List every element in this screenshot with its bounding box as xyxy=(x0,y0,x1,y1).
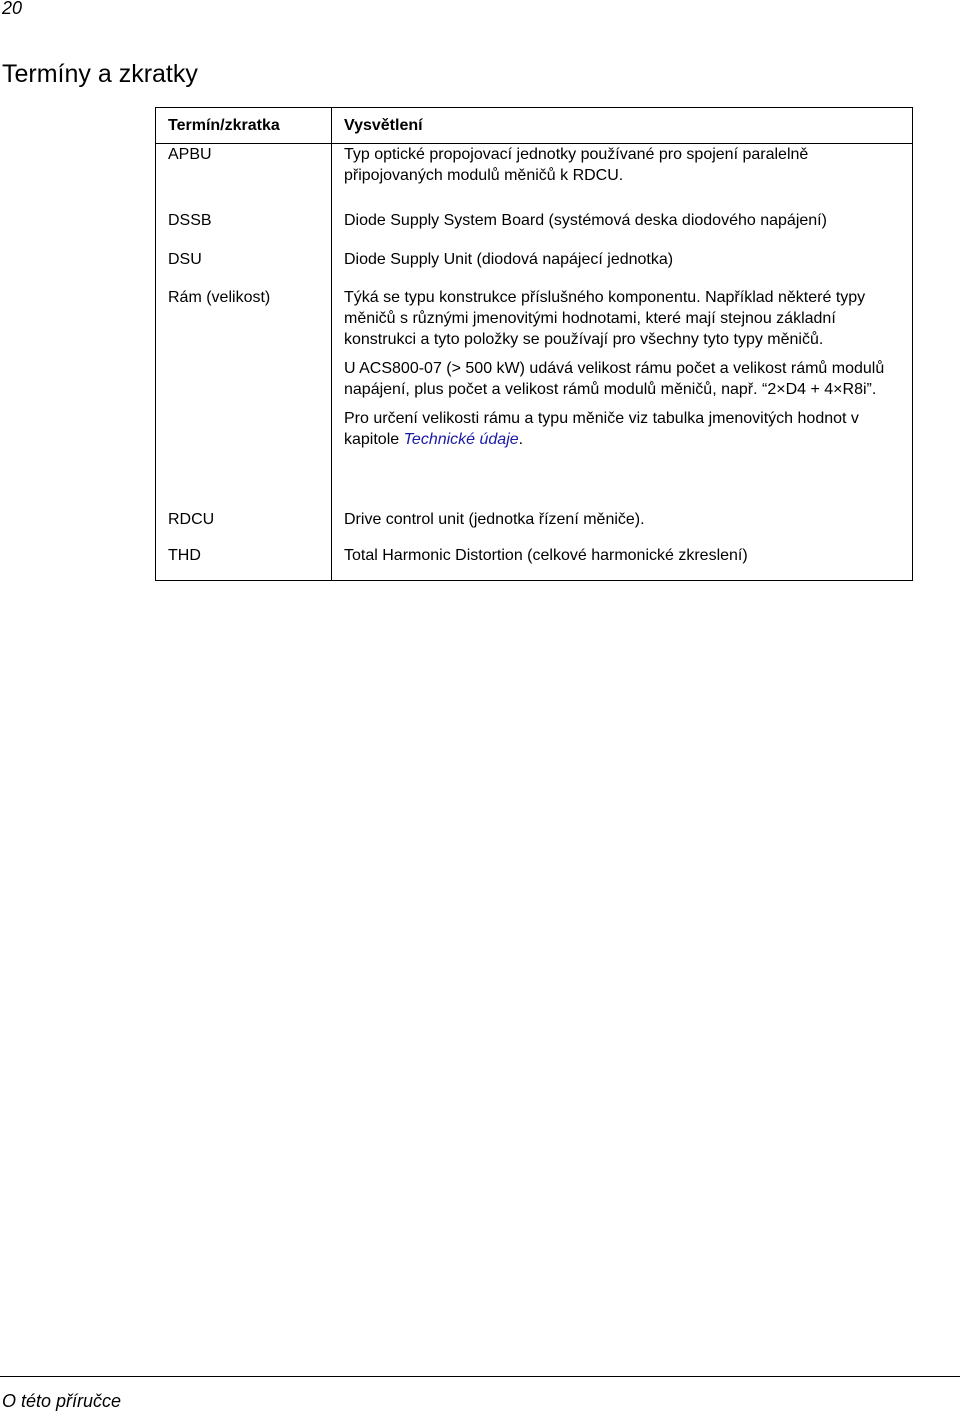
explanation-cell xyxy=(332,509,913,545)
footer-divider xyxy=(0,1376,960,1377)
explanation-cell xyxy=(332,210,913,249)
term-cell: DSSB xyxy=(156,210,332,249)
explanation-text: Drive control unit (jednotka řízení měniče). xyxy=(344,510,645,528)
explanation-cell xyxy=(332,249,913,287)
terms-table xyxy=(155,107,913,581)
footer-section-title: O této příručce xyxy=(2,1391,122,1411)
sentence-end: . xyxy=(518,430,524,448)
term-cell: Rám (velikost) xyxy=(156,287,332,509)
explanation-text: U ACS800-07 (> 500 kW) udává velikost rámu počet a velikost rámů modulů napájení, plus počet a velikost rámů modulů měničů, např. “2×D4 + 4×R8i”. xyxy=(344,359,885,398)
term-cell: THD xyxy=(156,545,332,581)
explanation-text-with-link xyxy=(344,408,900,450)
page-title: Termíny a zkratky xyxy=(2,60,198,88)
explanation-text: Typ optické propojovací jednotky používané pro spojení paralelně připojovaných modulů měničů k RDCU. xyxy=(344,146,809,184)
table-row xyxy=(156,545,913,581)
table-row xyxy=(156,249,913,287)
explanation-text: Diode Supply System Board (systémová deska diodového napájení) xyxy=(344,211,827,229)
table-header-row xyxy=(156,108,913,144)
explanation-text: Pro určení velikosti rámu a typu měniče viz tabulka jmenovitých hodnot v kapitole xyxy=(344,409,859,448)
explanation-cell xyxy=(332,545,913,581)
term-column-header: Termín/zkratka xyxy=(156,108,332,144)
explanation-cell xyxy=(332,144,913,210)
term-cell: APBU xyxy=(156,144,332,210)
explanation-text: Total Harmonic Distortion (celkové harmonické zkreslení) xyxy=(344,546,748,564)
table-row xyxy=(156,210,913,249)
explanation-text: Týká se typu konstrukce příslušného komponentu. Například některé typy měničů s různými jmenovitými hodnotami, které mají stejnou základní konstrukci a tyto položky se používají pro všechny tyto typy měničů. xyxy=(344,288,866,348)
explanation-column-header: Vysvětlení xyxy=(332,108,913,144)
table-row xyxy=(156,509,913,545)
technical-data-link[interactable]: Technické údaje xyxy=(403,430,519,448)
explanation-cell xyxy=(332,287,913,509)
explanation-text: Diode Supply Unit (diodová napájecí jednotka) xyxy=(344,250,674,268)
term-cell: RDCU xyxy=(156,509,332,545)
term-cell: DSU xyxy=(156,249,332,287)
page-number: 20 xyxy=(2,0,23,18)
table-row xyxy=(156,287,913,509)
table-row xyxy=(156,144,913,210)
